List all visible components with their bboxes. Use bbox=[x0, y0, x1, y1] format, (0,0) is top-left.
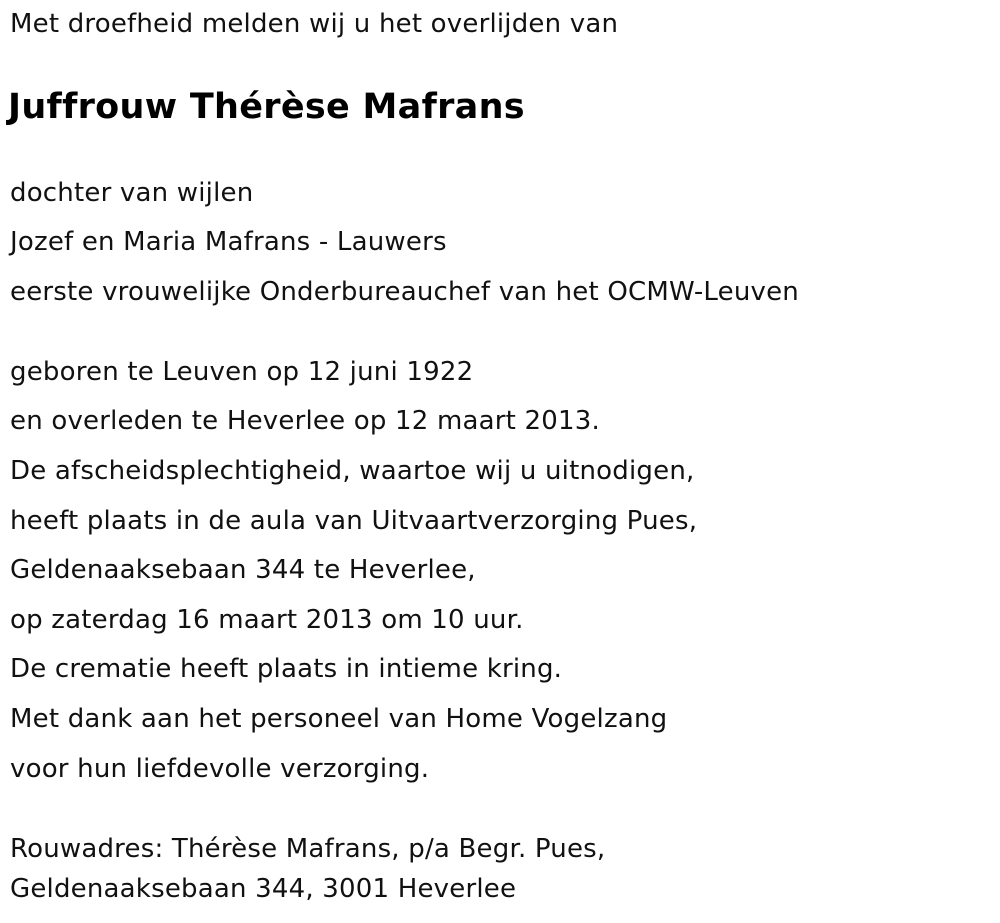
detail-line-venue: heeft plaats in de aula van Uitvaartverzorging Pues, bbox=[10, 506, 698, 536]
role-line: eerste vrouwelijke Onderbureauchef van het OCMW-Leuven bbox=[10, 277, 799, 307]
detail-line-thanks: Met dank aan het personeel van Home Vogelzang bbox=[10, 704, 668, 734]
detail-line-death: en overleden te Heverlee op 12 maart 2013. bbox=[10, 406, 600, 436]
parents-label: dochter van wijlen bbox=[10, 178, 254, 208]
detail-line-street: Geldenaaksebaan 344 te Heverlee, bbox=[10, 555, 476, 585]
parents-names: Jozef en Maria Mafrans - Lauwers bbox=[10, 227, 447, 257]
obituary-intro: Met droefheid melden wij u het overlijden van bbox=[10, 9, 619, 39]
detail-line-care: voor hun liefdevolle verzorging. bbox=[10, 754, 430, 784]
address-line-1: Rouwadres: Thérèse Mafrans, p/a Begr. Pues, bbox=[10, 834, 606, 864]
detail-line-birth: geboren te Leuven op 12 juni 1922 bbox=[10, 357, 474, 387]
detail-line-date: op zaterdag 16 maart 2013 om 10 uur. bbox=[10, 605, 524, 635]
detail-line-cremation: De crematie heeft plaats in intieme kring. bbox=[10, 654, 563, 684]
detail-line-ceremony: De afscheidsplechtigheid, waartoe wij u uitnodigen, bbox=[10, 456, 695, 486]
deceased-name: Juffrouw Thérèse Mafrans bbox=[8, 87, 525, 127]
address-line-2: Geldenaaksebaan 344, 3001 Heverlee bbox=[10, 874, 517, 904]
